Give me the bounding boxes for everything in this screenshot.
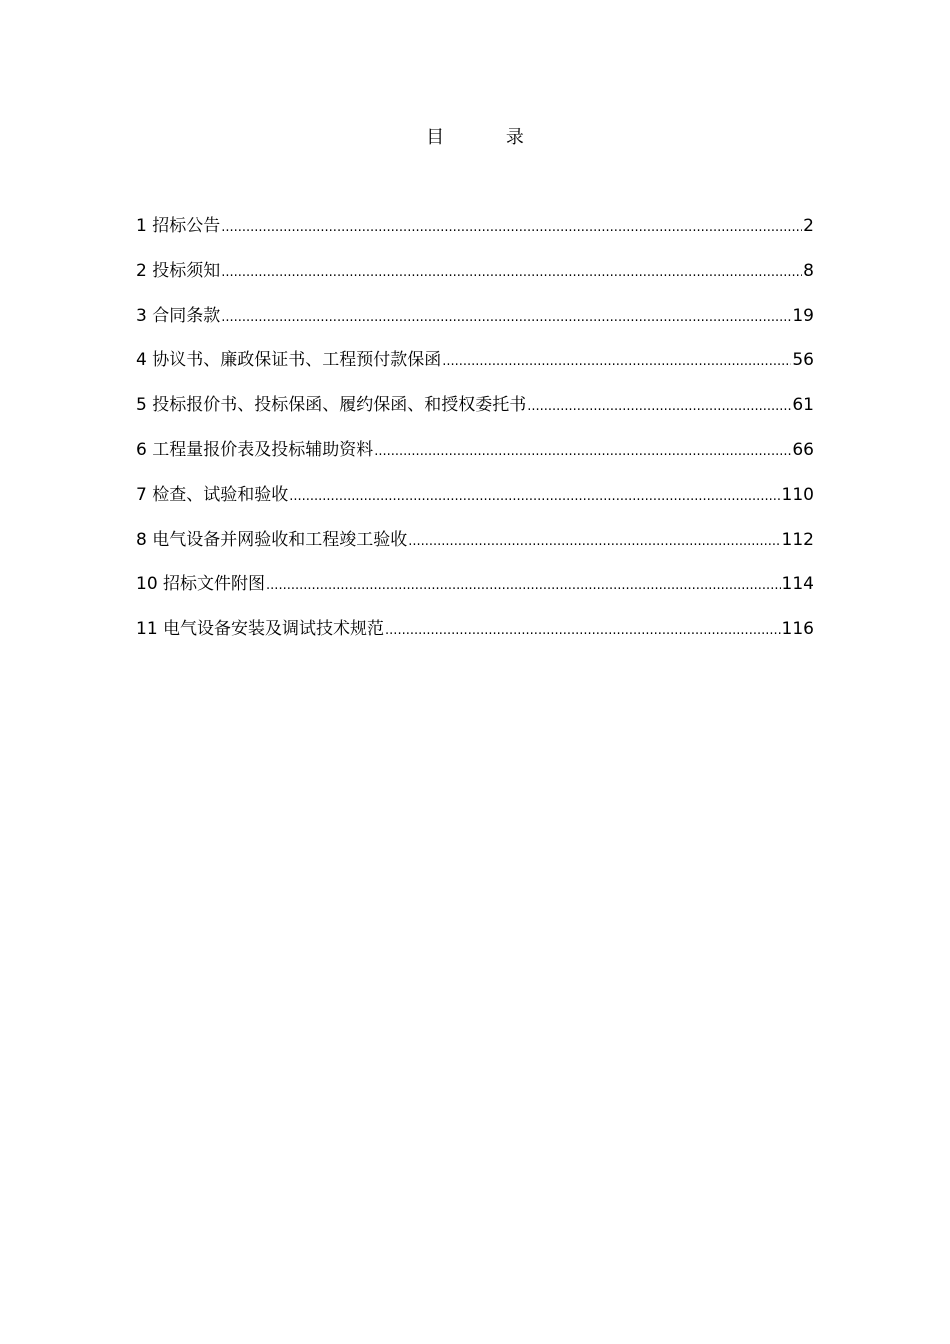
toc-entry-title: 4 协议书、廉政保证书、工程预付款保函 [136, 350, 442, 371]
toc-entry-page: 19 [792, 305, 814, 326]
toc-entry[interactable] [136, 481, 814, 526]
table-of-contents [136, 212, 814, 660]
toc-dot-leader [385, 617, 781, 645]
toc-entry[interactable] [136, 302, 814, 347]
toc-entry-title: 1 招标公告 [136, 216, 221, 236]
toc-dot-leader [408, 528, 780, 556]
toc-entry-title: 10 招标文件附图 [136, 574, 266, 595]
toc-entry-title: 6 工程量报价表及投标辅助资料 [136, 439, 374, 460]
toc-dot-leader [374, 438, 791, 466]
toc-entry[interactable] [136, 346, 814, 391]
toc-entry-title: 5 投标报价书、投标保函、履约保函、和授权委托书 [136, 395, 527, 416]
toc-dot-leader [442, 348, 791, 376]
toc-dot-leader [266, 572, 781, 600]
toc-entry[interactable] [136, 526, 814, 571]
toc-dot-leader [289, 483, 780, 511]
toc-entry-title: 11 电气设备安装及调试技术规范 [136, 619, 385, 640]
toc-entry-page: 114 [781, 574, 814, 595]
toc-entry-page: 61 [792, 395, 814, 416]
toc-dot-leader [221, 304, 791, 332]
toc-dot-leader [527, 393, 791, 421]
toc-entry[interactable] [136, 391, 814, 436]
toc-entry[interactable] [136, 257, 814, 302]
toc-entry[interactable] [136, 436, 814, 481]
toc-entry-page: 2 [803, 216, 814, 236]
toc-entry-page: 112 [781, 529, 814, 550]
toc-entry[interactable] [136, 212, 814, 257]
toc-entry-page: 116 [781, 619, 814, 640]
toc-entry-page: 8 [803, 260, 814, 281]
toc-entry-title: 2 投标须知 [136, 260, 221, 281]
toc-entry-page: 56 [792, 350, 814, 371]
toc-entry[interactable] [136, 615, 814, 660]
toc-dot-leader [221, 214, 802, 242]
toc-entry-title: 7 检查、试验和验收 [136, 484, 289, 505]
toc-entry-page: 66 [792, 439, 814, 460]
toc-entry-page: 110 [781, 484, 814, 505]
toc-entry-title: 3 合同条款 [136, 305, 221, 326]
toc-dot-leader [221, 259, 802, 287]
toc-entry[interactable] [136, 570, 814, 615]
toc-entry-title: 8 电气设备并网验收和工程竣工验收 [136, 529, 408, 550]
toc-title: 目 录 [426, 127, 552, 148]
